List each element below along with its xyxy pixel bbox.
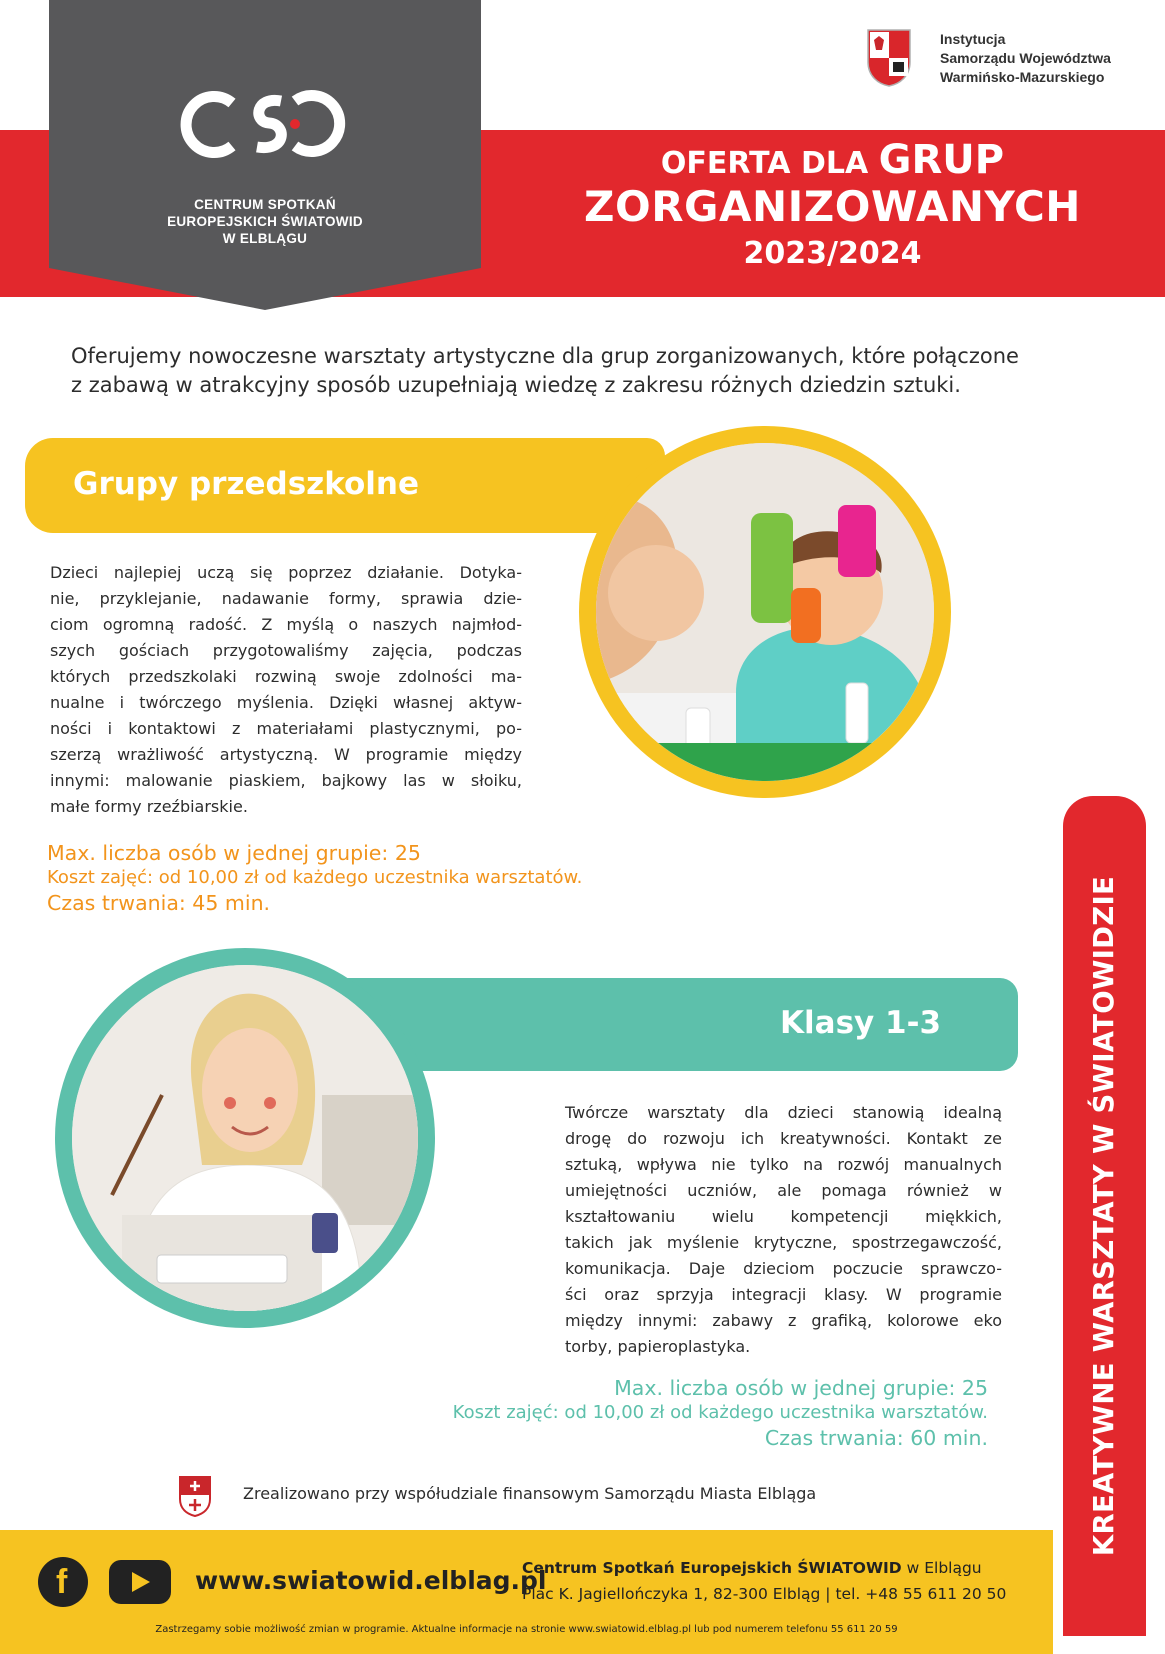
voivodeship-crest-icon (866, 28, 912, 88)
offer-year: 2023/2024 (743, 236, 922, 271)
footer-address-block (522, 1555, 1006, 1607)
youtube-icon[interactable] (109, 1560, 171, 1604)
footer-address: Plac K. Jagiellończyka 1, 82-300 Elbląg | tel. +48 55 611 20 50 (522, 1585, 1007, 1603)
website-link[interactable]: www.swiatowid.elblag.pl (195, 1566, 547, 1595)
section2-photo (72, 965, 418, 1311)
offer-title (500, 137, 1165, 276)
section1-title: Grupy przedszkolne (73, 466, 420, 502)
facebook-icon[interactable]: f (38, 1557, 88, 1607)
section2-duration: Czas trwania: 60 min. (764, 1426, 988, 1450)
section2-description: Twórcze warsztaty dla dzieci stanowią idealną drogę do rozwoju ich kreatywności. Kontakt ze sztuką, wpływa nie tylko na rozwój manualnych umiejętności uczniów, ale pomaga również w kształtowaniu wielu kompetencji miękkich, takich jak myślenie krytyczne, spostrzegawczość, komunikacja. Daje dzieciom poczucie sprawczo- ści oraz sprzyja integracji klasy. W programie między innymi: zabawy z grafiką, kolorowe eko torby, papieroplastyka. (565, 1103, 1002, 1356)
section2-title: Klasy 1-3 (780, 1005, 942, 1041)
section2-max: Max. liczba osób w jednej grupie: 25 (614, 1376, 988, 1400)
cofunding-note: Zrealizowano przy współudziale finansowym Samorządu Miasta Elbląga (243, 1484, 817, 1503)
section1-photo (596, 443, 934, 781)
section1-info (47, 840, 582, 916)
footer-org-name: Centrum Spotkań Europejskich ŚWIATOWID (522, 1559, 902, 1577)
section1-max: Max. liczba osób w jednej grupie: 25 (47, 841, 421, 865)
footer-org-city: w Elblągu (901, 1559, 982, 1577)
section2-info (380, 1375, 988, 1451)
logo-shield (49, 0, 481, 310)
institution-text: Instytucja Samorządu Województwa Warmińsko-Mazurskiego (940, 31, 1111, 85)
elblag-crest-icon (178, 1475, 212, 1517)
section1-duration: Czas trwania: 45 min. (47, 891, 271, 915)
logo-red-dot (290, 119, 300, 129)
section1-cost: Koszt zajęć: od 10,00 zł od każdego uczestnika warsztatów. (47, 867, 583, 888)
vertical-banner-text: KREATYWNE WARSZTATY W ŚWIATOWIDZIE (1088, 875, 1120, 1557)
offer-title-line2: ZORGANIZOWANYCH (584, 182, 1081, 231)
section1-description: Dzieci najlepiej uczą się poprzez działanie. Dotyka- nie, przyklejanie, nadawanie formy, sprawia dzie- ciom ogromną radość. Z myślą o naszych najmłod- szych gościach przygotowaliśmy zajęcia, podczas których przedszkolaki rozwiną swoje zdolności ma- nualne i twórczego myślenia. Dzięki własnej aktyw- ności i kontaktowi z materiałami plastycznymi, po- szerzą wrażliwość artystyczną. W programie między innymi: malowanie piaskiem, bajkowy las w słoiku, małe formy rzeźbiarskie. (50, 563, 522, 816)
offer-title-small: OFERTA DLA (660, 146, 869, 181)
logo-text: CENTRUM SPOTKAŃ EUROPEJSKICH ŚWIATOWID W ELBLĄGU (167, 197, 363, 246)
footer-disclaimer: Zastrzegamy sobie możliwość zmian w programie. Aktualne informacje na stronie www.swiatowid.elblag.pl lub pod numerem telefonu 55 611 20 59 (155, 1624, 898, 1635)
offer-title-big: GRUP (878, 137, 1005, 183)
section2-cost: Koszt zajęć: od 10,00 zł od każdego uczestnika warsztatów. (452, 1402, 988, 1423)
intro-paragraph: Oferujemy nowoczesne warsztaty artystyczne dla grup zorganizowanych, które połączone z zabawą w atrakcyjny sposób uzupełniają wiedzę z zakresu różnych dziedzin sztuki. (71, 344, 1019, 397)
